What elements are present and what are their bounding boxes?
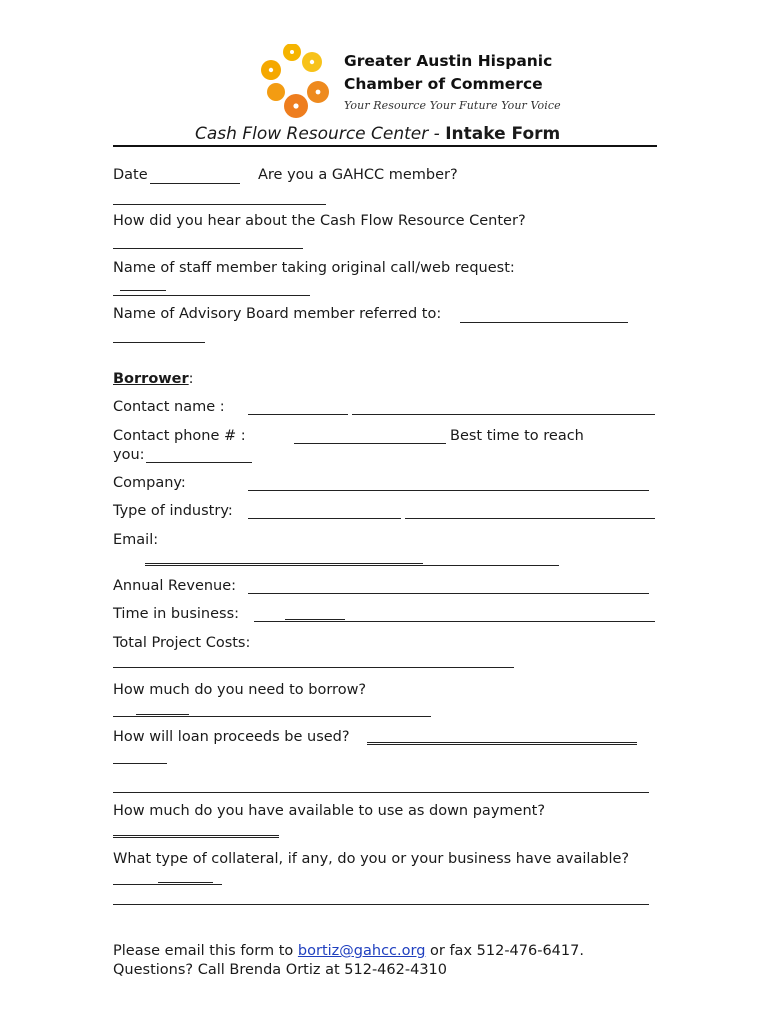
collateral-field-line2[interactable] [113,904,649,905]
proceeds-label: How will loan proceeds be used? [113,729,350,745]
staff-field[interactable] [113,295,310,296]
footer-text-after: or fax 512-476-6417. [425,943,584,959]
member-field[interactable] [113,204,326,205]
collateral-field[interactable] [113,884,222,885]
heard-label: How did you hear about the Cash Flow Resource Center? [113,213,526,229]
borrow-field[interactable] [113,716,431,717]
footer-text-before: Please email this form to [113,943,298,959]
company-field[interactable] [248,490,649,491]
advisory-field[interactable] [460,322,628,323]
proceeds-field[interactable] [367,744,637,745]
gahcc-logo-icon [258,44,342,124]
best-time-field[interactable] [146,462,252,463]
annual-revenue-field[interactable] [248,593,649,594]
company-label: Company: [113,475,186,491]
email-field[interactable] [145,565,559,566]
borrow-label: How much do you need to borrow? [113,682,367,698]
member-label: Are you a GAHCC member? [258,167,458,183]
contact-last-name-field[interactable] [352,414,655,415]
industry-field[interactable] [248,518,401,519]
borrower-heading-colon: : [188,371,194,387]
staff-field-mark [120,290,166,291]
tagline: Your Resource Your Future Your Voice [344,99,561,112]
time-in-business-field[interactable] [254,621,655,622]
annual-revenue-label: Annual Revenue: [113,578,237,594]
footer-email-line [113,942,584,960]
date-label: Date [113,167,148,183]
advisory-label: Name of Advisory Board member referred to: [113,306,442,322]
total-project-costs-label: Total Project Costs: [113,635,251,651]
proceeds-field-cont[interactable] [113,763,167,764]
title-bold: Intake Form [445,124,561,144]
org-name-line2: Chamber of Commerce [344,75,543,93]
borrower-heading [113,370,194,388]
contact-phone-field[interactable] [294,443,446,444]
email-link[interactable]: bortiz@gahcc.org [297,943,426,959]
proceeds-field-line2[interactable] [113,792,649,793]
down-payment-field-mark [113,835,279,836]
down-payment-label: How much do you have available to use as down payment? [113,803,546,819]
footer-contact-line: Questions? Call Brenda Ortiz at 512-462-4310 [113,962,447,978]
contact-phone-label: Contact phone # : [113,428,246,444]
collateral-field-mark [158,882,213,883]
title-italic: Cash Flow Resource Center - [195,124,446,144]
borrow-field-mark [136,714,189,715]
total-project-costs-field[interactable] [113,667,514,668]
down-payment-field[interactable] [113,837,279,838]
you-label: you: [113,447,145,463]
industry-field-cont[interactable] [405,518,655,519]
org-name-line1: Greater Austin Hispanic [344,52,553,70]
staff-label: Name of staff member taking original call/web request: [113,260,515,276]
heard-field[interactable] [113,248,303,249]
contact-name-label: Contact name : [113,399,225,415]
contact-first-name-field[interactable] [248,414,348,415]
collateral-label: What type of collateral, if any, do you or your business have available? [113,851,630,867]
date-field[interactable] [150,183,240,184]
time-in-business-mark [285,619,345,620]
proceeds-field-mark [367,742,637,743]
email-label: Email: [113,532,159,548]
advisory-field-cont[interactable] [113,342,205,343]
borrower-heading-text: Borrower [113,371,189,387]
time-in-business-label: Time in business: [113,606,240,622]
email-field-mark [145,563,423,564]
title-divider [113,145,657,147]
industry-label: Type of industry: [113,503,233,519]
best-time-label: Best time to reach [450,428,584,444]
page-title [195,123,560,145]
